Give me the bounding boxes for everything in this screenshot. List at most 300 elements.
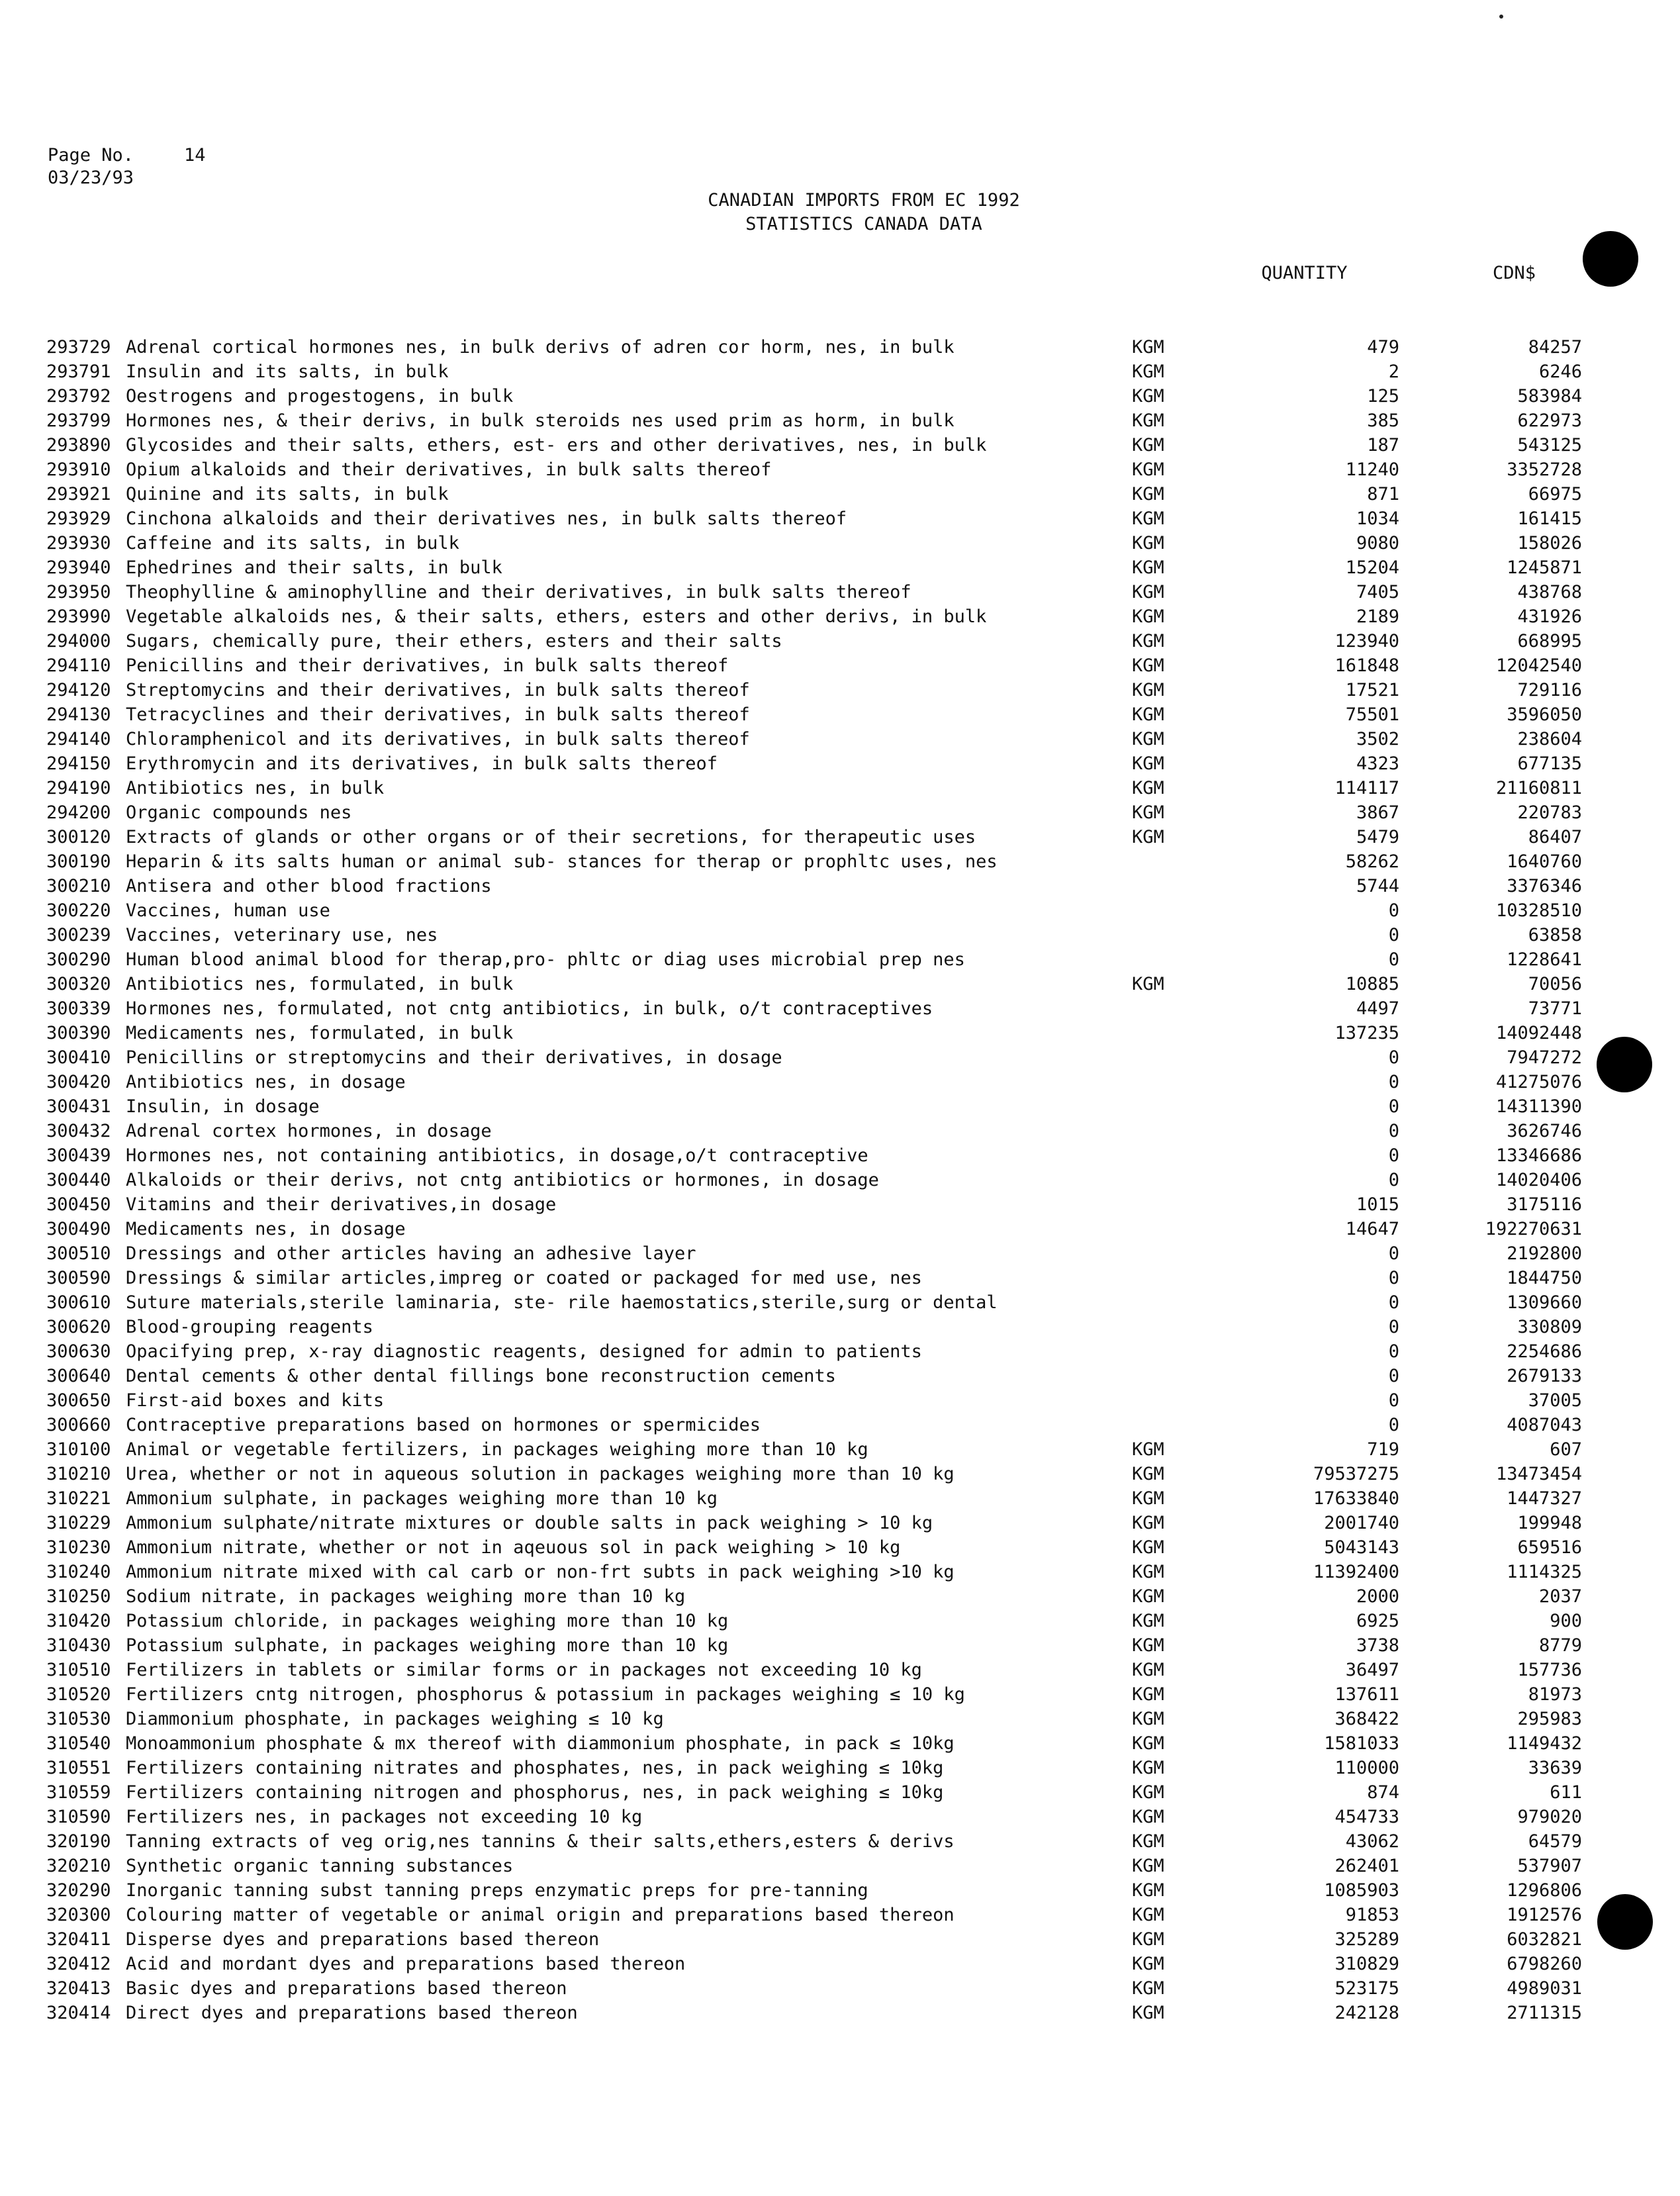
row-quantity: 1085903: [1324, 1880, 1399, 1901]
table-row: [46, 1633, 1582, 1658]
row-unit: KGM: [1132, 1758, 1164, 1778]
table-row: [46, 359, 1582, 384]
row-value: 70056: [1528, 974, 1582, 994]
row-value: 668995: [1517, 631, 1582, 651]
row-description: Acid and mordant dyes and preparations based thereon: [126, 1954, 686, 1974]
row-code: 300660: [46, 1415, 111, 1435]
row-quantity: 2001740: [1324, 1513, 1399, 1533]
row-description: Dressings & similar articles,impreg or coated or packaged for med use, nes: [126, 1268, 922, 1288]
row-value: 63858: [1528, 925, 1582, 945]
table-row: [46, 433, 1582, 457]
table-row: [46, 1021, 1582, 1045]
table-row: [46, 923, 1582, 947]
row-quantity: 137611: [1334, 1684, 1399, 1705]
row-value: 1245871: [1507, 557, 1582, 578]
row-unit: KGM: [1132, 655, 1164, 676]
row-description: Antisera and other blood fractions: [126, 876, 492, 896]
row-value: 84257: [1528, 337, 1582, 358]
row-quantity: 0: [1388, 1121, 1399, 1141]
row-code: 310530: [46, 1709, 111, 1729]
row-quantity: 0: [1388, 925, 1399, 945]
row-code: 300450: [46, 1194, 111, 1215]
row-code: 310551: [46, 1758, 111, 1778]
table-row: [46, 653, 1582, 678]
row-description: Hormones nes, & their derivs, in bulk steroids nes used prim as horm, in bulk: [126, 410, 955, 431]
row-code: 294000: [46, 631, 111, 651]
row-value: 1149432: [1507, 1733, 1582, 1754]
punch-hole: [1583, 231, 1638, 287]
row-value: 14311390: [1495, 1096, 1582, 1117]
row-unit: KGM: [1132, 1488, 1164, 1509]
row-value: 729116: [1517, 680, 1582, 700]
report-subtitle: STATISTICS CANADA DATA: [745, 214, 982, 234]
row-code: 310210: [46, 1464, 111, 1484]
row-unit: KGM: [1132, 1709, 1164, 1729]
page-number: 14: [184, 145, 206, 166]
row-value: 979020: [1517, 1807, 1582, 1827]
row-code: 300620: [46, 1317, 111, 1337]
row-code: 320412: [46, 1954, 111, 1974]
row-code: 293729: [46, 337, 111, 358]
row-quantity: 479: [1367, 337, 1399, 358]
row-description: Suture materials,sterile laminaria, ste- rile haemostatics,sterile,surg or dental: [126, 1292, 998, 1313]
row-quantity: 0: [1388, 900, 1399, 921]
row-code: 300440: [46, 1170, 111, 1190]
row-description: Potassium sulphate, in packages weighing more than 10 kg: [126, 1635, 729, 1656]
row-code: 300120: [46, 827, 111, 847]
row-description: Insulin, in dosage: [126, 1096, 320, 1117]
row-description: Fertilizers nes, in packages not exceeding 10 kg: [126, 1807, 643, 1827]
row-description: Ephedrines and their salts, in bulk: [126, 557, 502, 578]
row-code: 300630: [46, 1341, 111, 1362]
row-description: Vaccines, veterinary use, nes: [126, 925, 438, 945]
row-code: 320411: [46, 1929, 111, 1950]
table-row: [46, 1045, 1582, 1070]
row-quantity: 14647: [1345, 1219, 1399, 1239]
row-value: 3376346: [1507, 876, 1582, 896]
row-unit: KGM: [1132, 1611, 1164, 1631]
row-quantity: 43062: [1345, 1831, 1399, 1852]
row-description: Hormones nes, not containing antibiotics, in dosage,o/t contraceptive: [126, 1145, 868, 1166]
row-description: Tetracyclines and their derivatives, in bulk salts thereof: [126, 704, 750, 725]
table-row: [46, 1217, 1582, 1241]
row-description: Dental cements & other dental fillings bone reconstruction cements: [126, 1366, 836, 1386]
table-row: [46, 1560, 1582, 1584]
row-unit: KGM: [1132, 753, 1164, 774]
row-code: 310100: [46, 1439, 111, 1460]
table-row: [46, 1731, 1582, 1756]
table-row: [46, 2001, 1582, 2025]
row-value: 4989031: [1507, 1978, 1582, 1999]
row-quantity: 75501: [1345, 704, 1399, 725]
row-quantity: 4323: [1356, 753, 1399, 774]
row-quantity: 5744: [1356, 876, 1399, 896]
row-description: Oestrogens and progestogens, in bulk: [126, 386, 514, 406]
row-unit: KGM: [1132, 386, 1164, 406]
row-value: 14092448: [1495, 1023, 1582, 1043]
table-row: [46, 1927, 1582, 1952]
row-value: 2679133: [1507, 1366, 1582, 1386]
row-value: 8779: [1538, 1635, 1582, 1656]
row-description: Opacifying prep, x-ray diagnostic reagents, designed for admin to patients: [126, 1341, 922, 1362]
row-description: Cinchona alkaloids and their derivatives nes, in bulk salts thereof: [126, 508, 847, 529]
row-code: 294110: [46, 655, 111, 676]
row-quantity: 0: [1388, 1047, 1399, 1068]
row-quantity: 2: [1388, 361, 1399, 382]
table-row: [46, 1241, 1582, 1266]
row-code: 320414: [46, 2003, 111, 2023]
row-code: 293950: [46, 582, 111, 602]
row-code: 310590: [46, 1807, 111, 1827]
row-code: 310230: [46, 1537, 111, 1558]
row-code: 293792: [46, 386, 111, 406]
row-unit: KGM: [1132, 435, 1164, 455]
row-description: Fertilizers in tablets or similar forms or in packages not exceeding 10 kg: [126, 1660, 922, 1680]
row-quantity: 3502: [1356, 729, 1399, 749]
table-row: [46, 1143, 1582, 1168]
table-row: [46, 1315, 1582, 1339]
row-value: 431926: [1517, 606, 1582, 627]
row-quantity: 114117: [1334, 778, 1399, 798]
row-description: Penicillins or streptomycins and their derivatives, in dosage: [126, 1047, 782, 1068]
row-code: 310559: [46, 1782, 111, 1803]
row-description: Opium alkaloids and their derivatives, in bulk salts thereof: [126, 459, 772, 480]
row-quantity: 15204: [1345, 557, 1399, 578]
table-row: [46, 800, 1582, 825]
row-code: 320300: [46, 1905, 111, 1925]
row-quantity: 0: [1388, 1366, 1399, 1386]
row-description: Adrenal cortex hormones, in dosage: [126, 1121, 492, 1141]
row-unit: KGM: [1132, 2003, 1164, 2023]
row-code: 320190: [46, 1831, 111, 1852]
row-code: 310229: [46, 1513, 111, 1533]
row-quantity: 0: [1388, 1145, 1399, 1166]
row-description: Basic dyes and preparations based thereon: [126, 1978, 567, 1999]
table-row: [46, 1707, 1582, 1731]
row-quantity: 2000: [1356, 1586, 1399, 1607]
row-value: 4087043: [1507, 1415, 1582, 1435]
row-value: 3175116: [1507, 1194, 1582, 1215]
row-description: Blood-grouping reagents: [126, 1317, 373, 1337]
row-value: 295983: [1517, 1709, 1582, 1729]
row-code: 293921: [46, 484, 111, 504]
column-header-value: CDN$: [1492, 263, 1536, 283]
row-description: Antibiotics nes, in dosage: [126, 1072, 406, 1092]
row-code: 293791: [46, 361, 111, 382]
row-value: 220783: [1517, 802, 1582, 823]
row-value: 1640760: [1507, 851, 1582, 872]
row-unit: KGM: [1132, 337, 1164, 358]
row-unit: KGM: [1132, 606, 1164, 627]
row-quantity: 5479: [1356, 827, 1399, 847]
row-code: 294200: [46, 802, 111, 823]
row-quantity: 11392400: [1313, 1562, 1399, 1582]
column-header-quantity: QUANTITY: [1261, 263, 1348, 283]
row-quantity: 125: [1367, 386, 1399, 406]
row-quantity: 1015: [1356, 1194, 1399, 1215]
row-unit: KGM: [1132, 459, 1164, 480]
table-row: [46, 482, 1582, 506]
row-value: 7947272: [1507, 1047, 1582, 1068]
row-description: Hormones nes, formulated, not cntg antibiotics, in bulk, o/t contraceptives: [126, 998, 933, 1019]
row-quantity: 91853: [1345, 1905, 1399, 1925]
row-unit: KGM: [1132, 778, 1164, 798]
table-row: [46, 1070, 1582, 1094]
row-quantity: 7405: [1356, 582, 1399, 602]
table-row: [46, 898, 1582, 923]
row-quantity: 368422: [1334, 1709, 1399, 1729]
row-description: Fertilizers cntg nitrogen, phosphorus & potassium in packages weighing ≤ 10 kg: [126, 1684, 965, 1705]
row-value: 13346686: [1495, 1145, 1582, 1166]
row-description: Penicillins and their derivatives, in bulk salts thereof: [126, 655, 729, 676]
row-quantity: 161848: [1334, 655, 1399, 676]
row-value: 161415: [1517, 508, 1582, 529]
table-row: [46, 1976, 1582, 2001]
row-unit: KGM: [1132, 1684, 1164, 1705]
row-description: Vitamins and their derivatives,in dosage: [126, 1194, 557, 1215]
row-quantity: 871: [1367, 484, 1399, 504]
table-row: [46, 1854, 1582, 1878]
table-row: [46, 996, 1582, 1021]
row-description: Animal or vegetable fertilizers, in packages weighing more than 10 kg: [126, 1439, 868, 1460]
row-value: 1296806: [1507, 1880, 1582, 1901]
row-unit: KGM: [1132, 974, 1164, 994]
row-description: Insulin and its salts, in bulk: [126, 361, 449, 382]
row-unit: KGM: [1132, 1880, 1164, 1901]
table-row: [46, 1658, 1582, 1682]
scan-speck: [1499, 15, 1503, 19]
table-row: [46, 629, 1582, 653]
row-quantity: 0: [1388, 1390, 1399, 1411]
row-code: 294140: [46, 729, 111, 749]
row-quantity: 17633840: [1313, 1488, 1399, 1509]
row-code: 310540: [46, 1733, 111, 1754]
report-date: 03/23/93: [48, 167, 134, 188]
row-code: 310240: [46, 1562, 111, 1582]
row-value: 677135: [1517, 753, 1582, 774]
row-description: Organic compounds nes: [126, 802, 352, 823]
row-quantity: 6925: [1356, 1611, 1399, 1631]
row-unit: KGM: [1132, 1464, 1164, 1484]
row-value: 12042540: [1495, 655, 1582, 676]
row-value: 2711315: [1507, 2003, 1582, 2023]
row-code: 300190: [46, 851, 111, 872]
row-value: 199948: [1517, 1513, 1582, 1533]
row-value: 3352728: [1507, 459, 1582, 480]
row-quantity: 719: [1367, 1439, 1399, 1460]
row-unit: KGM: [1132, 1929, 1164, 1950]
row-unit: KGM: [1132, 1782, 1164, 1803]
row-value: 2192800: [1507, 1243, 1582, 1264]
row-description: Medicaments nes, in dosage: [126, 1219, 406, 1239]
row-description: Theophylline & aminophylline and their derivatives, in bulk salts thereof: [126, 582, 911, 602]
row-value: 41275076: [1495, 1072, 1582, 1092]
row-code: 310520: [46, 1684, 111, 1705]
row-description: Quinine and its salts, in bulk: [126, 484, 449, 504]
row-quantity: 0: [1388, 1292, 1399, 1313]
row-quantity: 123940: [1334, 631, 1399, 651]
row-value: 66975: [1528, 484, 1582, 504]
table-row: [46, 1413, 1582, 1437]
row-unit: KGM: [1132, 827, 1164, 847]
table-row: [46, 1952, 1582, 1976]
table-row: [46, 678, 1582, 702]
row-code: 300410: [46, 1047, 111, 1068]
table-row: [46, 555, 1582, 580]
row-code: 300320: [46, 974, 111, 994]
row-description: Vaccines, human use: [126, 900, 330, 921]
row-code: 320290: [46, 1880, 111, 1901]
table-row: [46, 727, 1582, 751]
row-unit: KGM: [1132, 361, 1164, 382]
row-code: 294150: [46, 753, 111, 774]
row-unit: KGM: [1132, 631, 1164, 651]
table-row: [46, 531, 1582, 555]
row-description: Fertilizers containing nitrates and phosphates, nes, in pack weighing ≤ 10kg: [126, 1758, 944, 1778]
table-row: [46, 1192, 1582, 1217]
row-description: Caffeine and its salts, in bulk: [126, 533, 459, 553]
row-value: 64579: [1528, 1831, 1582, 1852]
report-title: CANADIAN IMPORTS FROM EC 1992: [708, 190, 1020, 211]
page-number-label: Page No.: [48, 145, 134, 166]
row-value: 659516: [1517, 1537, 1582, 1558]
row-unit: KGM: [1132, 1954, 1164, 1974]
row-value: 537907: [1517, 1856, 1582, 1876]
row-code: 300390: [46, 1023, 111, 1043]
row-quantity: 5043143: [1324, 1537, 1399, 1558]
row-description: Contraceptive preparations based on hormones or spermicides: [126, 1415, 761, 1435]
row-unit: KGM: [1132, 1586, 1164, 1607]
row-description: Diammonium phosphate, in packages weighing ≤ 10 kg: [126, 1709, 664, 1729]
table-row: [46, 506, 1582, 531]
row-code: 300490: [46, 1219, 111, 1239]
row-unit: KGM: [1132, 1978, 1164, 1999]
row-code: 300432: [46, 1121, 111, 1141]
row-description: Ammonium sulphate/nitrate mixtures or double salts in pack weighing > 10 kg: [126, 1513, 933, 1533]
row-description: Human blood animal blood for therap,pro- phltc or diag uses microbial prep nes: [126, 949, 965, 970]
table-row: [46, 1878, 1582, 1903]
table-row: [46, 580, 1582, 604]
row-code: 310221: [46, 1488, 111, 1509]
row-description: Chloramphenicol and its derivatives, in bulk salts thereof: [126, 729, 750, 749]
row-unit: KGM: [1132, 1807, 1164, 1827]
table-row: [46, 776, 1582, 800]
row-value: 238604: [1517, 729, 1582, 749]
row-unit: KGM: [1132, 704, 1164, 725]
row-unit: KGM: [1132, 1856, 1164, 1876]
row-description: Colouring matter of vegetable or animal origin and preparations based thereon: [126, 1905, 955, 1925]
row-quantity: 2189: [1356, 606, 1399, 627]
row-code: 293910: [46, 459, 111, 480]
row-code: 293799: [46, 410, 111, 431]
table-row: [46, 1584, 1582, 1609]
row-value: 10328510: [1495, 900, 1582, 921]
table-row: [46, 751, 1582, 776]
row-value: 81973: [1528, 1684, 1582, 1705]
row-value: 622973: [1517, 410, 1582, 431]
row-unit: KGM: [1132, 1733, 1164, 1754]
row-description: Alkaloids or their derivs, not cntg antibiotics or hormones, in dosage: [126, 1170, 879, 1190]
table-row: [46, 972, 1582, 996]
row-code: 300590: [46, 1268, 111, 1288]
row-code: 300610: [46, 1292, 111, 1313]
row-description: Urea, whether or not in aqueous solution in packages weighing more than 10 kg: [126, 1464, 955, 1484]
row-code: 310430: [46, 1635, 111, 1656]
row-value: 86407: [1528, 827, 1582, 847]
row-description: Sugars, chemically pure, their ethers, esters and their salts: [126, 631, 782, 651]
table-row: [46, 1903, 1582, 1927]
row-code: 293929: [46, 508, 111, 529]
row-code: 293990: [46, 606, 111, 627]
row-value: 14020406: [1495, 1170, 1582, 1190]
row-description: Erythromycin and its derivatives, in bulk salts thereof: [126, 753, 718, 774]
row-value: 330809: [1517, 1317, 1582, 1337]
row-value: 6032821: [1507, 1929, 1582, 1950]
row-quantity: 0: [1388, 949, 1399, 970]
row-code: 293930: [46, 533, 111, 553]
table-row: [46, 408, 1582, 433]
row-quantity: 9080: [1356, 533, 1399, 553]
row-quantity: 385: [1367, 410, 1399, 431]
row-description: Heparin & its salts human or animal sub- stances for therap or prophltc uses, nes: [126, 851, 998, 872]
row-description: Direct dyes and preparations based thereon: [126, 2003, 578, 2023]
imports-table: [46, 335, 1582, 2025]
table-row: [46, 1094, 1582, 1119]
row-code: 300439: [46, 1145, 111, 1166]
row-quantity: 0: [1388, 1243, 1399, 1264]
row-description: Tanning extracts of veg orig,nes tannins & their salts,ethers,esters & derivs: [126, 1831, 955, 1852]
row-unit: KGM: [1132, 582, 1164, 602]
table-row: [46, 1388, 1582, 1413]
table-row: [46, 384, 1582, 408]
row-value: 438768: [1517, 582, 1582, 602]
row-value: 3596050: [1507, 704, 1582, 725]
punch-hole: [1597, 1037, 1652, 1092]
table-row: [46, 604, 1582, 629]
row-quantity: 0: [1388, 1317, 1399, 1337]
row-quantity: 0: [1388, 1415, 1399, 1435]
table-row: [46, 947, 1582, 972]
row-code: 320413: [46, 1978, 111, 1999]
row-value: 6246: [1538, 361, 1582, 382]
row-quantity: 110000: [1334, 1758, 1399, 1778]
row-quantity: 310829: [1334, 1954, 1399, 1974]
row-code: 300650: [46, 1390, 111, 1411]
row-value: 157736: [1517, 1660, 1582, 1680]
table-row: [46, 1511, 1582, 1535]
row-value: 6798260: [1507, 1954, 1582, 1974]
row-quantity: 11240: [1345, 459, 1399, 480]
row-description: Ammonium sulphate, in packages weighing more than 10 kg: [126, 1488, 718, 1509]
row-quantity: 1034: [1356, 508, 1399, 529]
row-unit: KGM: [1132, 802, 1164, 823]
row-quantity: 58262: [1345, 851, 1399, 872]
row-value: 158026: [1517, 533, 1582, 553]
row-quantity: 1581033: [1324, 1733, 1399, 1754]
row-value: 21160811: [1495, 778, 1582, 798]
row-code: 300210: [46, 876, 111, 896]
table-row: [46, 702, 1582, 727]
row-description: Inorganic tanning subst tanning preps enzymatic preps for pre-tanning: [126, 1880, 868, 1901]
row-code: 300290: [46, 949, 111, 970]
row-value: 192270631: [1485, 1219, 1582, 1239]
row-code: 300640: [46, 1366, 111, 1386]
table-row: [46, 1829, 1582, 1854]
table-row: [46, 1266, 1582, 1290]
row-quantity: 137235: [1334, 1023, 1399, 1043]
row-unit: KGM: [1132, 533, 1164, 553]
row-unit: KGM: [1132, 410, 1164, 431]
